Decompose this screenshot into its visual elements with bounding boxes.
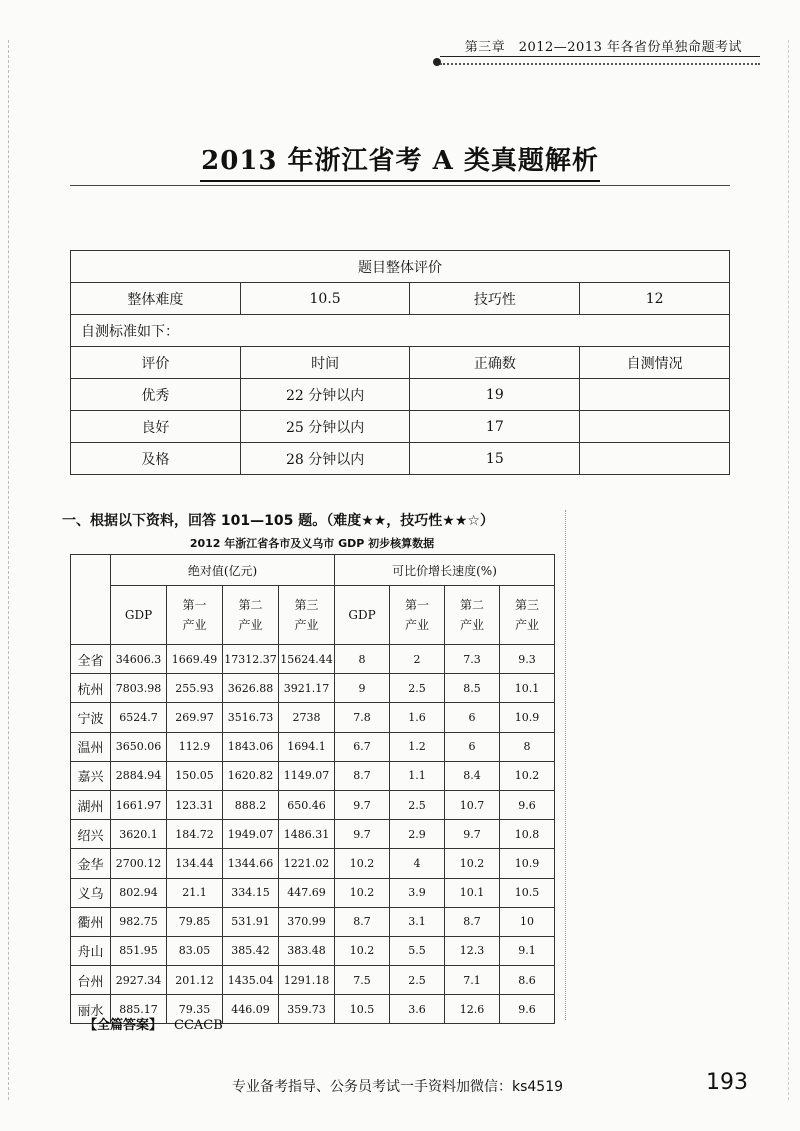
- value-cell: 1843.06: [223, 732, 279, 761]
- table-row: [71, 878, 555, 907]
- value-cell: 2.5: [390, 674, 445, 703]
- value-cell: 79.85: [167, 907, 223, 936]
- value-cell: 15624.44: [279, 645, 335, 674]
- value-cell: 17312.37: [223, 645, 279, 674]
- value-cell: 359.73: [279, 995, 335, 1024]
- page-title: 2013 年浙江省考 A 类真题解析: [201, 146, 599, 176]
- city-cell: 义乌: [71, 878, 111, 907]
- value-cell: 2927.34: [111, 966, 167, 995]
- gdp-subheader-row: [71, 586, 555, 645]
- grade-cell: 优秀: [71, 379, 241, 411]
- value-cell: 10.8: [500, 820, 555, 849]
- value-cell: 10.2: [335, 849, 390, 878]
- value-cell: 150.05: [167, 761, 223, 790]
- answer-value: CCACB: [174, 1018, 223, 1033]
- value-cell: 10.7: [445, 790, 500, 819]
- value-cell: 112.9: [167, 732, 223, 761]
- value-cell: 123.31: [167, 790, 223, 819]
- grade-cell: 及格: [71, 443, 241, 475]
- value-cell: 3921.17: [279, 674, 335, 703]
- value-cell: 3.6: [390, 995, 445, 1024]
- value-cell: 4: [390, 849, 445, 878]
- value-cell: 385.42: [223, 936, 279, 965]
- value-cell: 885.17: [111, 995, 167, 1024]
- evaluation-heading-row: [71, 251, 730, 283]
- answer-line: [84, 1014, 223, 1033]
- value-cell: 10: [500, 907, 555, 936]
- value-cell: 10.2: [335, 936, 390, 965]
- value-cell: 383.48: [279, 936, 335, 965]
- value-cell: 982.75: [111, 907, 167, 936]
- table-row: [71, 674, 555, 703]
- value-cell: 7.1: [445, 966, 500, 995]
- criteria-row: [71, 443, 730, 475]
- table-row: [71, 907, 555, 936]
- group-absolute-header: 绝对值(亿元): [111, 555, 335, 586]
- value-cell: 10.5: [500, 878, 555, 907]
- page-number: 193: [706, 1070, 748, 1095]
- table-row: [71, 966, 555, 995]
- self-check-cell[interactable]: [580, 379, 730, 411]
- left-dashed-margin: [8, 40, 9, 1100]
- value-cell: 1669.49: [167, 645, 223, 674]
- value-cell: 1620.82: [223, 761, 279, 790]
- table-row: [71, 790, 555, 819]
- value-cell: 255.93: [167, 674, 223, 703]
- table-row: [71, 936, 555, 965]
- value-cell: 184.72: [167, 820, 223, 849]
- value-cell: 8.7: [335, 761, 390, 790]
- city-cell: 全省: [71, 645, 111, 674]
- city-cell: 杭州: [71, 674, 111, 703]
- value-cell: 851.95: [111, 936, 167, 965]
- value-cell: 21.1: [167, 878, 223, 907]
- value-cell: 1.6: [390, 703, 445, 732]
- value-cell: 8: [335, 645, 390, 674]
- value-cell: 10.2: [500, 761, 555, 790]
- city-cell: 衢州: [71, 907, 111, 936]
- value-cell: 201.12: [167, 966, 223, 995]
- subheader-cell: 第二 产业: [445, 586, 500, 645]
- table-row: [71, 732, 555, 761]
- table-row: [71, 645, 555, 674]
- title-underline: [200, 180, 600, 182]
- city-cell: 湖州: [71, 790, 111, 819]
- value-cell: 10.2: [335, 878, 390, 907]
- city-cell: 台州: [71, 966, 111, 995]
- value-cell: 7.3: [445, 645, 500, 674]
- value-cell: 9.3: [500, 645, 555, 674]
- value-cell: 9.6: [500, 790, 555, 819]
- value-cell: 1.1: [390, 761, 445, 790]
- header-dotted-rule: [440, 63, 760, 65]
- criteria-note: 自测标准如下：: [71, 315, 730, 347]
- value-cell: 2: [390, 645, 445, 674]
- value-cell: 9.6: [500, 995, 555, 1024]
- criteria-note-row: [71, 315, 730, 347]
- column-header: 自测情况: [580, 347, 730, 379]
- value-cell: 9.7: [335, 820, 390, 849]
- value-cell: 447.69: [279, 878, 335, 907]
- value-cell: 1486.31: [279, 820, 335, 849]
- value-cell: 8: [500, 732, 555, 761]
- value-cell: 3620.1: [111, 820, 167, 849]
- difficulty-row: [71, 283, 730, 315]
- column-header: 正确数: [410, 347, 580, 379]
- value-cell: 2.5: [390, 790, 445, 819]
- value-cell: 6: [445, 703, 500, 732]
- value-cell: 9.7: [445, 820, 500, 849]
- gdp-table: [70, 554, 555, 1024]
- value-cell: 12.6: [445, 995, 500, 1024]
- value-cell: 370.99: [279, 907, 335, 936]
- value-cell: 1435.04: [223, 966, 279, 995]
- value-cell: 1694.1: [279, 732, 335, 761]
- value-cell: 8.6: [500, 966, 555, 995]
- value-cell: 7.5: [335, 966, 390, 995]
- value-cell: 2884.94: [111, 761, 167, 790]
- value-cell: 1344.66: [223, 849, 279, 878]
- value-cell: 8.4: [445, 761, 500, 790]
- criteria-row: [71, 379, 730, 411]
- header-rule: [440, 56, 760, 57]
- value-cell: 10.5: [335, 995, 390, 1024]
- value-cell: 1291.18: [279, 966, 335, 995]
- value-cell: 531.91: [223, 907, 279, 936]
- gdp-group-header-row: [71, 555, 555, 586]
- value-cell: 888.2: [223, 790, 279, 819]
- city-cell: 绍兴: [71, 820, 111, 849]
- time-cell: 22 分钟以内: [240, 379, 410, 411]
- value-cell: 3.9: [390, 878, 445, 907]
- correct-cell: 17: [410, 411, 580, 443]
- subheader-cell: 第一 产业: [167, 586, 223, 645]
- title-rule: [70, 185, 730, 186]
- value-cell: 3650.06: [111, 732, 167, 761]
- gdp-table-body: [71, 645, 555, 1024]
- value-cell: 3516.73: [223, 703, 279, 732]
- city-cell: 温州: [71, 732, 111, 761]
- value-cell: 8.7: [335, 907, 390, 936]
- value-cell: 79.35: [167, 995, 223, 1024]
- value-cell: 6524.7: [111, 703, 167, 732]
- corner-cell: [71, 555, 111, 645]
- city-cell: 宁波: [71, 703, 111, 732]
- city-cell: 丽水: [71, 995, 111, 1024]
- value-cell: 2.5: [390, 966, 445, 995]
- value-cell: 3626.88: [223, 674, 279, 703]
- value-cell: 334.15: [223, 878, 279, 907]
- value-cell: 1949.07: [223, 820, 279, 849]
- city-cell: 嘉兴: [71, 761, 111, 790]
- value-cell: 10.2: [445, 849, 500, 878]
- grade-cell: 良好: [71, 411, 241, 443]
- value-cell: 2700.12: [111, 849, 167, 878]
- value-cell: 7.8: [335, 703, 390, 732]
- evaluation-heading: 题目整体评价: [71, 251, 730, 283]
- value-cell: 269.97: [167, 703, 223, 732]
- value-cell: 5.5: [390, 936, 445, 965]
- table-caption: 2012 年浙江省各市及义乌市 GDP 初步核算数据: [189, 537, 435, 550]
- section-heading: 一、根据以下资料，回答 101—105 题。（难度★★，技巧性★★☆）: [62, 513, 494, 529]
- value-cell: 34606.3: [111, 645, 167, 674]
- correct-cell: 15: [410, 443, 580, 475]
- evaluation-table: [70, 250, 730, 475]
- value-cell: 650.46: [279, 790, 335, 819]
- answer-label: 【全篇答案】: [84, 1018, 163, 1033]
- value-cell: 446.09: [223, 995, 279, 1024]
- column-header: 时间: [240, 347, 410, 379]
- subheader-cell: 第二 产业: [223, 586, 279, 645]
- chapter-header: 第三章 2012—2013 年各省份单独命题考试: [464, 40, 742, 55]
- value-cell: 2.9: [390, 820, 445, 849]
- value-cell: 10.1: [500, 674, 555, 703]
- city-cell: 舟山: [71, 936, 111, 965]
- subheader-cell: 第三 产业: [279, 586, 335, 645]
- self-check-cell[interactable]: [580, 443, 730, 475]
- city-cell: 金华: [71, 849, 111, 878]
- value-cell: 9: [335, 674, 390, 703]
- value-cell: 10.1: [445, 878, 500, 907]
- column-header: 评价: [71, 347, 241, 379]
- value-cell: 1221.02: [279, 849, 335, 878]
- time-cell: 25 分钟以内: [240, 411, 410, 443]
- value-cell: 6: [445, 732, 500, 761]
- table-row: [71, 820, 555, 849]
- column-divider: [565, 510, 566, 1020]
- table-row: [71, 703, 555, 732]
- value-cell: 134.44: [167, 849, 223, 878]
- subheader-cell: 第一 产业: [390, 586, 445, 645]
- value-cell: 10.9: [500, 849, 555, 878]
- subheader-cell: GDP: [111, 586, 167, 645]
- table-row: [71, 849, 555, 878]
- difficulty-label: 整体难度: [71, 283, 241, 315]
- value-cell: 1.2: [390, 732, 445, 761]
- value-cell: 9.1: [500, 936, 555, 965]
- correct-cell: 19: [410, 379, 580, 411]
- subheader-cell: 第三 产业: [500, 586, 555, 645]
- group-growth-header: 可比价增长速度(%): [335, 555, 555, 586]
- footer-note: 专业备考指导、公务员考试一手资料加微信：ks4519: [232, 1079, 564, 1095]
- value-cell: 1149.07: [279, 761, 335, 790]
- value-cell: 83.05: [167, 936, 223, 965]
- criteria-row: [71, 411, 730, 443]
- criteria-header-row: [71, 347, 730, 379]
- difficulty-value: 10.5: [240, 283, 410, 315]
- self-check-cell[interactable]: [580, 411, 730, 443]
- value-cell: 7803.98: [111, 674, 167, 703]
- value-cell: 8.7: [445, 907, 500, 936]
- skill-label: 技巧性: [410, 283, 580, 315]
- value-cell: 1661.97: [111, 790, 167, 819]
- time-cell: 28 分钟以内: [240, 443, 410, 475]
- value-cell: 6.7: [335, 732, 390, 761]
- right-dashed-margin: [788, 40, 789, 1100]
- value-cell: 8.5: [445, 674, 500, 703]
- subheader-cell: GDP: [335, 586, 390, 645]
- value-cell: 10.9: [500, 703, 555, 732]
- value-cell: 3.1: [390, 907, 445, 936]
- table-row: [71, 761, 555, 790]
- value-cell: 802.94: [111, 878, 167, 907]
- value-cell: 12.3: [445, 936, 500, 965]
- value-cell: 9.7: [335, 790, 390, 819]
- skill-value: 12: [580, 283, 730, 315]
- value-cell: 2738: [279, 703, 335, 732]
